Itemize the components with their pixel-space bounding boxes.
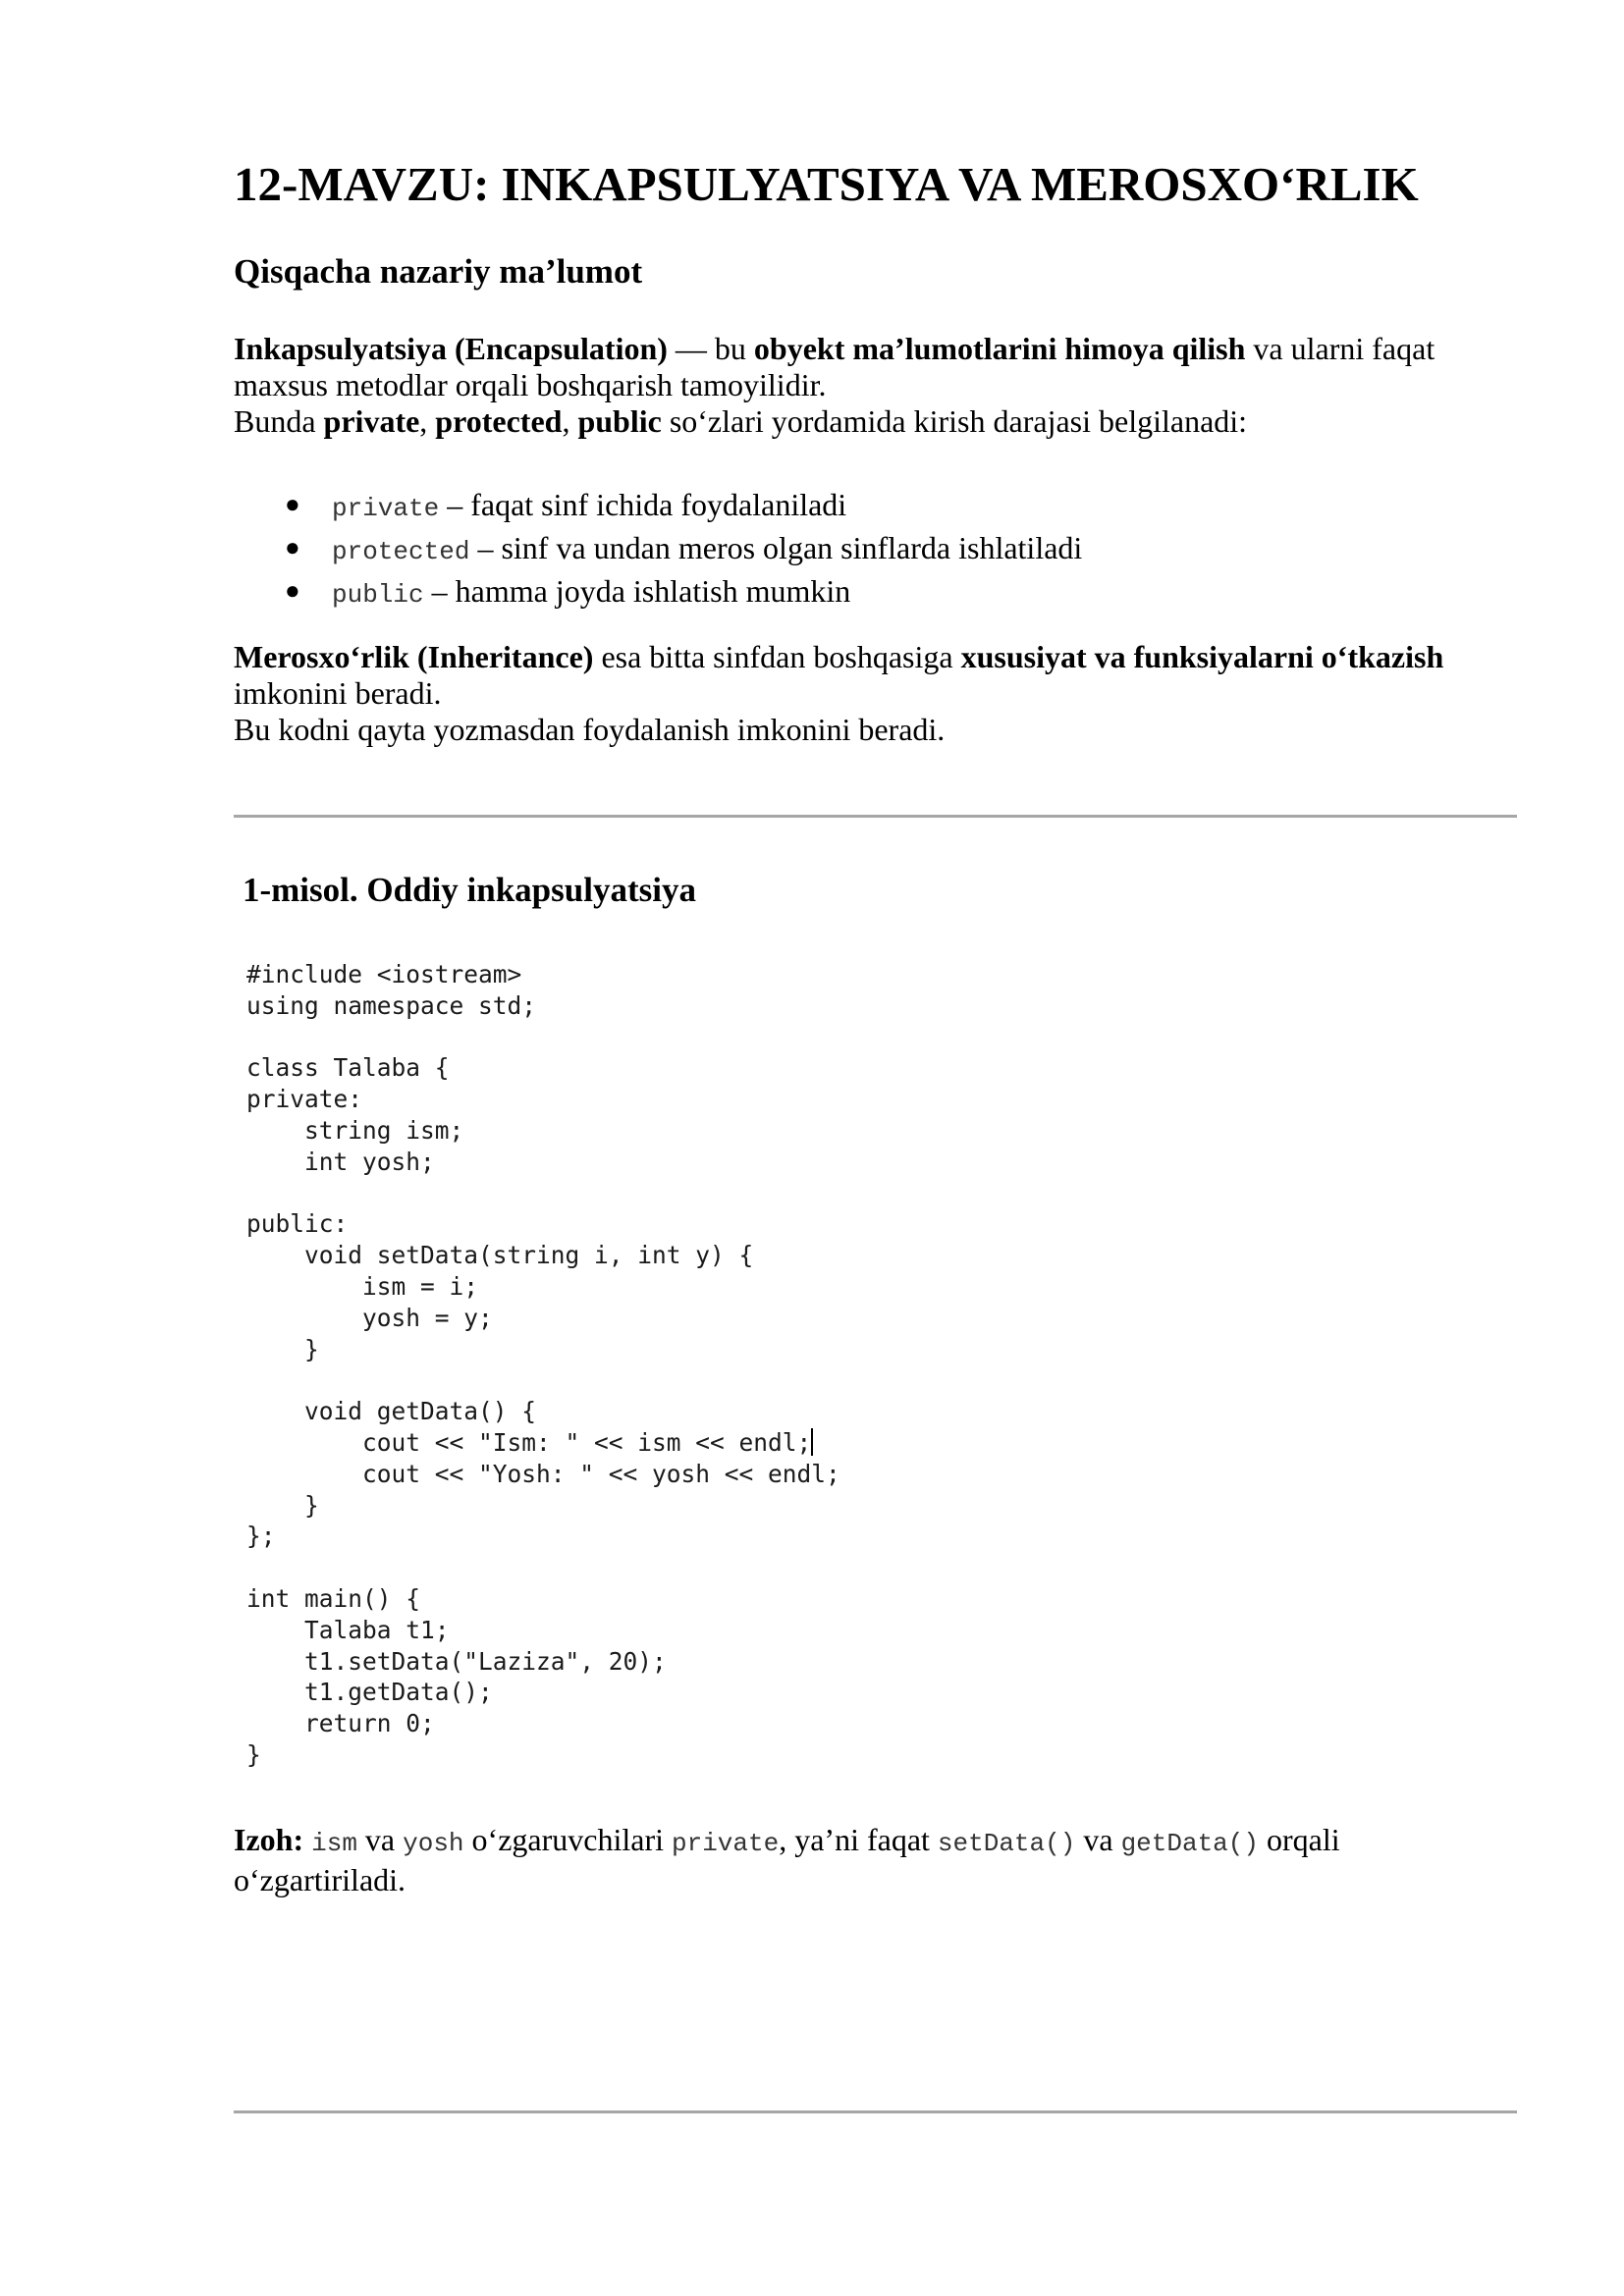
code-line: cout << "Yosh: " << yosh << endl; xyxy=(246,1459,840,1488)
code-line: return 0; xyxy=(246,1709,435,1738)
inline-code: setData() xyxy=(937,1829,1076,1858)
code-line xyxy=(246,1022,840,1053)
inline-code: getData() xyxy=(1120,1829,1259,1858)
code-line: Talaba t1; xyxy=(246,1615,450,1644)
modifier-description: – faqat sinf ichida foydalaniladi xyxy=(439,487,847,522)
code-line: string ism; xyxy=(246,1115,464,1145)
section-subtitle: Qisqacha nazariy ma’lumot xyxy=(234,252,643,291)
inline-code: ism xyxy=(311,1829,357,1858)
modifier-code: public xyxy=(332,580,424,610)
code-line: cout << "Ism: " << ism << endl; xyxy=(246,1427,812,1457)
inheritance-term: Merosxo‘rlik (Inheritance) xyxy=(234,639,594,674)
page-title: 12-MAVZU: INKAPSULYATSIYA VA MEROSXO‘RLIK xyxy=(234,157,1419,211)
code-line xyxy=(246,1364,840,1396)
code-line: int main() { xyxy=(246,1583,421,1613)
note-text: va xyxy=(1075,1822,1121,1857)
code-line: } xyxy=(246,1739,261,1769)
bullet-icon: ● xyxy=(285,576,300,605)
code-line xyxy=(246,1552,840,1583)
section-divider xyxy=(234,815,1517,818)
encapsulation-bold-phrase: obyekt ma’lumotlarini himoya qilish xyxy=(753,331,1246,366)
inline-code: yosh xyxy=(403,1829,464,1858)
code-line: ism = i; xyxy=(246,1271,479,1301)
code-line: t1.getData(); xyxy=(246,1678,493,1707)
note-space xyxy=(303,1822,311,1857)
text-cursor xyxy=(811,1428,813,1456)
modifier-description: – sinf va undan meros olgan sinflarda ishlatiladi xyxy=(469,530,1083,565)
list-item xyxy=(234,571,1082,614)
code-line: t1.setData("Laziza", 20); xyxy=(246,1646,667,1676)
code-line: class Talaba { xyxy=(246,1053,450,1083)
code-line: private: xyxy=(246,1085,363,1114)
note-text: va xyxy=(356,1822,404,1857)
list-item xyxy=(234,528,1082,571)
comma-separator: , xyxy=(562,403,578,439)
encapsulation-rest: va ularni faqat maxsus metodlar orqali boshqarish tamoyilidir. xyxy=(234,331,1435,402)
code-line: void setData(string i, int y) { xyxy=(246,1241,754,1270)
modifier-code: private xyxy=(332,494,440,523)
access-modifier-list xyxy=(234,485,1082,614)
code-line xyxy=(246,1178,840,1209)
bullet-icon: ● xyxy=(285,490,300,518)
code-line: public: xyxy=(246,1209,349,1239)
page-bottom-divider xyxy=(234,2110,1517,2113)
inline-code: private xyxy=(672,1829,780,1858)
modifier-description: – hamma joyda ishlatish mumkin xyxy=(423,573,851,609)
keyword-protected: protected xyxy=(435,403,563,439)
comma-separator: , xyxy=(419,403,436,439)
encapsulation-paragraph xyxy=(234,331,1510,440)
note-label: Izoh: xyxy=(234,1822,304,1857)
encapsulation-dash: — bu xyxy=(667,331,754,366)
code-line: void getData() { xyxy=(246,1397,537,1426)
code-line: int yosh; xyxy=(246,1147,435,1176)
note-text: , ya’ni faqat xyxy=(779,1822,938,1857)
bullet-icon: ● xyxy=(285,533,300,561)
code-line: #include <iostream> xyxy=(246,960,522,988)
inheritance-middle: esa bitta sinfdan boshqasiga xyxy=(593,639,961,674)
inheritance-line2: Bu kodni qayta yozmasdan foydalanish imkonini beradi. xyxy=(234,712,946,747)
list-item xyxy=(234,485,1082,528)
keyword-private: private xyxy=(323,403,420,439)
note-paragraph xyxy=(234,1822,1510,1898)
inheritance-bold-phrase: xususiyat va funksiyalarni o‘tkazish xyxy=(960,639,1444,674)
access-line-prefix: Bunda xyxy=(234,403,324,439)
code-line: } xyxy=(246,1490,319,1520)
modifier-code: protected xyxy=(332,537,470,566)
note-text: o‘zgaruvchilari xyxy=(463,1822,672,1857)
code-line: using namespace std; xyxy=(246,990,537,1020)
inheritance-rest: imkonini beradi. xyxy=(234,675,442,711)
keyword-public: public xyxy=(577,403,662,439)
note-text: orqali o‘zgartiriladi. xyxy=(234,1822,1340,1897)
code-line: yosh = y; xyxy=(246,1303,493,1332)
code-line: }; xyxy=(246,1522,276,1551)
code-block xyxy=(246,959,840,1771)
encapsulation-term: Inkapsulyatsiya (Encapsulation) xyxy=(234,331,668,366)
inheritance-paragraph xyxy=(234,639,1510,748)
example-title: 1-misol. Oddiy inkapsulyatsiya xyxy=(243,871,696,909)
access-line-suffix: so‘zlari yordamida kirish darajasi belgilanadi: xyxy=(661,403,1248,439)
code-line: } xyxy=(246,1334,319,1363)
